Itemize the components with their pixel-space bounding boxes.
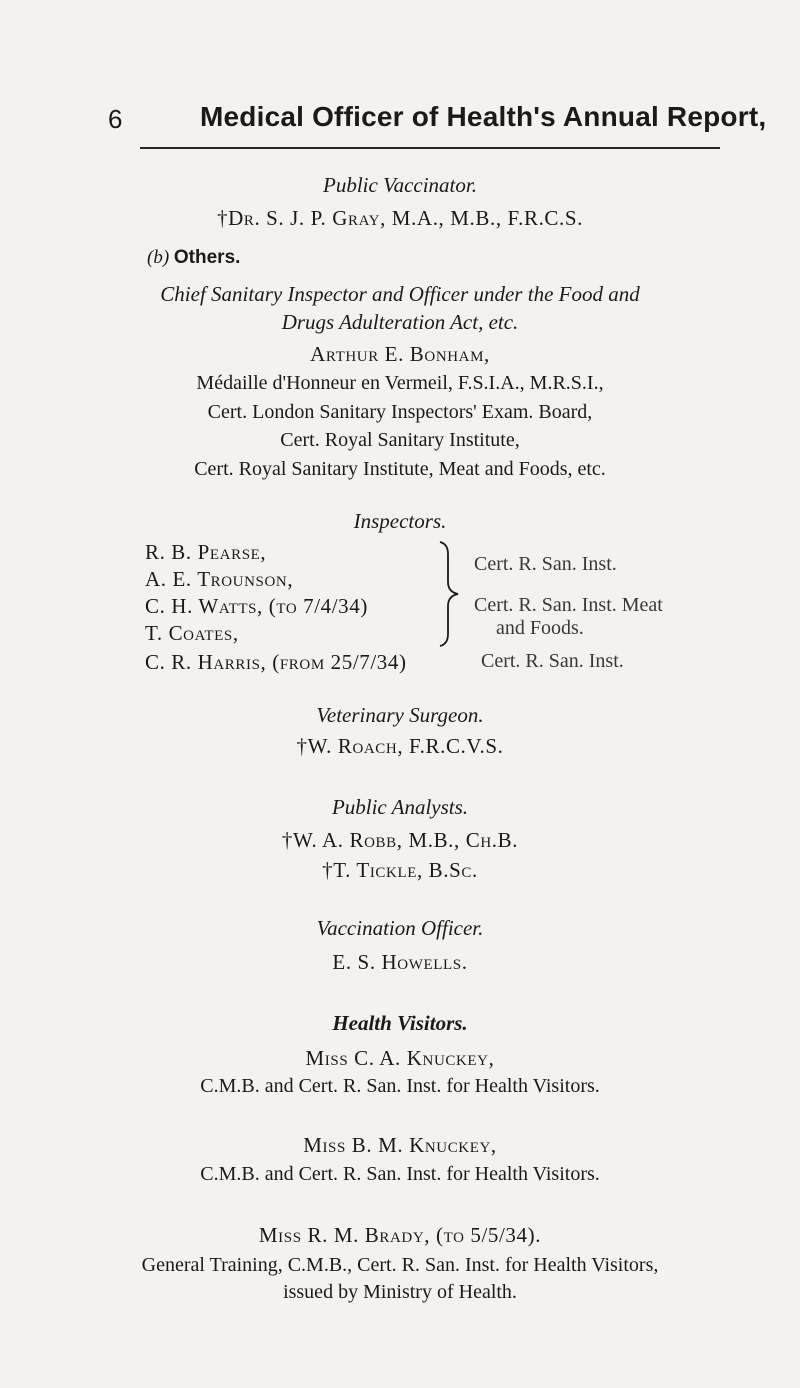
inspector-4: T. Coates, xyxy=(145,621,239,645)
visitor-3-qual: General Training, C.M.B., Cert. R. San. Inst. for Health Visitors, xyxy=(141,1254,659,1276)
health-visitors-heading: Health Visitors. xyxy=(332,1011,468,1035)
brace-icon xyxy=(436,540,464,648)
chief-qual-1: Médaille d'Honneur en Vermeil, F.S.I.A., M.R.S.I., xyxy=(196,372,604,394)
visitor-3-name: Miss R. M. Brady, (to 5/5/34). xyxy=(258,1223,542,1247)
visitor-1-qual: C.M.B. and Cert. R. San. Inst. for Health Visitors. xyxy=(200,1075,600,1097)
analyst-2: †T. Tickle, B.Sc. xyxy=(322,858,478,882)
chief-heading-line2: Drugs Adulteration Act, etc. xyxy=(281,310,519,334)
chief-qual-4: Cert. Royal Sanitary Institute, Meat and Foods, etc. xyxy=(194,458,606,480)
veterinary-name: †W. Roach, F.R.C.V.S. xyxy=(296,734,504,758)
others-prefix: (b) xyxy=(147,247,170,268)
chief-qual-3: Cert. Royal Sanitary Institute, xyxy=(280,429,520,451)
visitor-2-qual: C.M.B. and Cert. R. San. Inst. for Health Visitors. xyxy=(200,1163,600,1185)
inspectors-qual-2b: and Foods. xyxy=(496,617,584,639)
visitor-2-name: Miss B. M. Knuckey, xyxy=(303,1133,497,1157)
chief-name: Arthur E. Bonham, xyxy=(310,342,490,366)
analysts-heading: Public Analysts. xyxy=(331,795,469,819)
chief-heading-line1: Chief Sanitary Inspector and Officer under the Food and xyxy=(160,282,640,306)
visitor-1-name: Miss C. A. Knuckey, xyxy=(305,1046,495,1070)
page-number: 6 xyxy=(108,104,123,134)
visitor-3-qual2: issued by Ministry of Health. xyxy=(283,1281,517,1303)
public-vaccinator-name: †Dr. S. J. P. Gray, M.A., M.B., F.R.C.S. xyxy=(216,206,584,230)
inspector-3: C. H. Watts, (to 7/4/34) xyxy=(145,594,368,618)
chief-qual-2: Cert. London Sanitary Inspectors' Exam. Board, xyxy=(207,401,593,423)
vaccination-officer-name: E. S. Howells. xyxy=(332,950,468,974)
header-rule xyxy=(140,147,720,149)
inspector-1: R. B. Pearse, xyxy=(145,540,267,564)
veterinary-heading: Veterinary Surgeon. xyxy=(316,703,484,727)
inspector-5: C. R. Harris, (from 25/7/34) xyxy=(145,650,407,674)
inspector-5-qual: Cert. R. San. Inst. xyxy=(481,650,624,672)
inspectors-heading: Inspectors. xyxy=(353,509,447,533)
page-title: Medical Officer of Health's Annual Report, xyxy=(200,101,767,132)
others-text: Others. xyxy=(173,247,241,268)
inspector-2: A. E. Trounson, xyxy=(145,567,294,591)
vaccination-officer-heading: Vaccination Officer. xyxy=(316,916,484,940)
inspectors-qual-1: Cert. R. San. Inst. xyxy=(474,553,617,575)
inspectors-qual-2a: Cert. R. San. Inst. Meat xyxy=(474,594,663,616)
others-label xyxy=(147,247,240,269)
public-vaccinator-heading: Public Vaccinator. xyxy=(323,173,477,197)
analyst-1: †W. A. Robb, M.B., Ch.B. xyxy=(281,828,519,852)
